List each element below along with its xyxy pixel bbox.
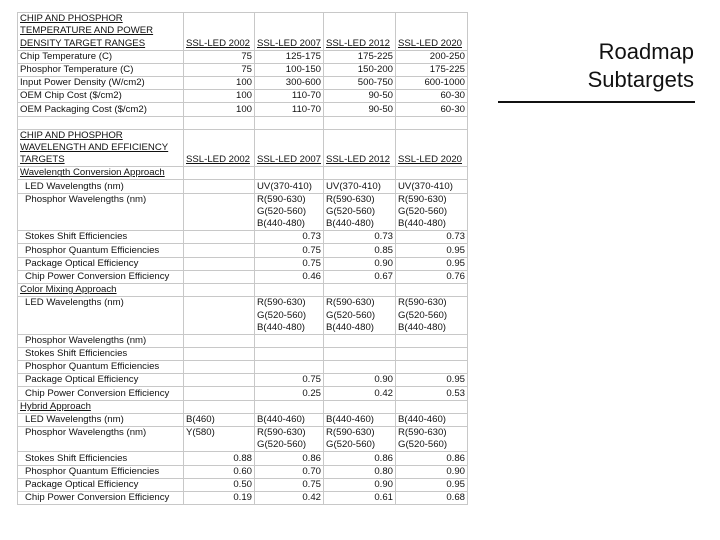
cell-ssl-led-2002: [184, 244, 255, 257]
cell-ssl-led-2007: 0.73: [255, 231, 324, 244]
cell-ssl-led-2012: [324, 13, 396, 26]
cell-ssl-led-2002: [184, 116, 255, 129]
table-row: [18, 129, 468, 142]
cell-ssl-led-2020: 600-1000: [396, 76, 468, 89]
table-row: [18, 37, 468, 50]
table-row: [18, 257, 468, 270]
cell-ssl-led-2007: 0.75: [255, 478, 324, 491]
cell-ssl-led-2020: B(440-480): [396, 218, 468, 231]
table-row: [18, 218, 468, 231]
cell-ssl-led-2012: G(520-560): [324, 309, 396, 321]
row-label: Wavelength Conversion Approach: [18, 167, 184, 180]
table-row: [18, 244, 468, 257]
cell-ssl-led-2020: G(520-560): [396, 309, 468, 321]
cell-ssl-led-2012: R(590-630): [324, 297, 396, 310]
cell-ssl-led-2012: B(440-460): [324, 413, 396, 426]
cell-ssl-led-2007: [255, 283, 324, 296]
row-label: Stokes Shift Efficiencies: [18, 231, 184, 244]
cell-ssl-led-2007: SSL-LED 2007: [255, 37, 324, 50]
cell-ssl-led-2012: B(440-480): [324, 218, 396, 231]
cell-ssl-led-2012: SSL-LED 2012: [324, 154, 396, 167]
row-label: Package Optical Efficiency: [18, 257, 184, 270]
table-row: [18, 63, 468, 76]
cell-ssl-led-2007: [255, 361, 324, 374]
row-label: Chip Temperature (C): [18, 50, 184, 63]
cell-ssl-led-2012: 0.90: [324, 374, 396, 387]
cell-ssl-led-2012: G(520-560): [324, 439, 396, 452]
row-label: LED Wavelengths (nm): [18, 413, 184, 426]
cell-ssl-led-2002: [184, 400, 255, 413]
cell-ssl-led-2012: 0.80: [324, 465, 396, 478]
table-row: [18, 427, 468, 440]
row-label: WAVELENGTH AND EFFICIENCY: [18, 142, 184, 154]
table-row: [18, 452, 468, 465]
cell-ssl-led-2007: 125-175: [255, 50, 324, 63]
cell-ssl-led-2007: 0.70: [255, 465, 324, 478]
cell-ssl-led-2002: [184, 129, 255, 142]
cell-ssl-led-2007: G(520-560): [255, 439, 324, 452]
cell-ssl-led-2002: [184, 322, 255, 335]
cell-ssl-led-2012: 90-50: [324, 103, 396, 116]
cell-ssl-led-2007: [255, 25, 324, 37]
table-row: [18, 334, 468, 347]
cell-ssl-led-2007: 0.75: [255, 244, 324, 257]
cell-ssl-led-2012: [324, 129, 396, 142]
cell-ssl-led-2002: [184, 142, 255, 154]
cell-ssl-led-2002: 0.88: [184, 452, 255, 465]
cell-ssl-led-2020: [396, 116, 468, 129]
cell-ssl-led-2007: [255, 334, 324, 347]
cell-ssl-led-2012: [324, 334, 396, 347]
cell-ssl-led-2020: SSL-LED 2020: [396, 154, 468, 167]
cell-ssl-led-2020: [396, 13, 468, 26]
cell-ssl-led-2020: 0.95: [396, 257, 468, 270]
title-underline: [498, 101, 695, 103]
cell-ssl-led-2020: R(590-630): [396, 193, 468, 206]
row-label: TEMPERATURE AND POWER: [18, 25, 184, 37]
cell-ssl-led-2002: [184, 374, 255, 387]
table-row: [18, 167, 468, 180]
cell-ssl-led-2002: [184, 387, 255, 400]
row-label: Package Optical Efficiency: [18, 374, 184, 387]
roadmap-targets-table: [17, 12, 468, 505]
cell-ssl-led-2002: [184, 297, 255, 310]
cell-ssl-led-2007: R(590-630): [255, 427, 324, 440]
row-label: Stokes Shift Efficiencies: [18, 452, 184, 465]
cell-ssl-led-2002: [184, 167, 255, 180]
cell-ssl-led-2002: [184, 206, 255, 218]
cell-ssl-led-2012: B(440-480): [324, 322, 396, 335]
cell-ssl-led-2020: [396, 283, 468, 296]
table-row: [18, 116, 468, 129]
cell-ssl-led-2002: [184, 270, 255, 283]
cell-ssl-led-2002: 0.60: [184, 465, 255, 478]
cell-ssl-led-2020: [396, 142, 468, 154]
cell-ssl-led-2012: 0.90: [324, 478, 396, 491]
cell-ssl-led-2007: 100-150: [255, 63, 324, 76]
row-label: Phosphor Quantum Efficiencies: [18, 361, 184, 374]
cell-ssl-led-2002: 100: [184, 76, 255, 89]
cell-ssl-led-2007: UV(370-410): [255, 180, 324, 193]
cell-ssl-led-2002: [184, 13, 255, 26]
cell-ssl-led-2012: 90-50: [324, 90, 396, 103]
cell-ssl-led-2002: 0.50: [184, 478, 255, 491]
cell-ssl-led-2007: [255, 142, 324, 154]
cell-ssl-led-2002: Y(580): [184, 427, 255, 440]
table-row: [18, 180, 468, 193]
cell-ssl-led-2007: 0.25: [255, 387, 324, 400]
cell-ssl-led-2007: SSL-LED 2007: [255, 154, 324, 167]
cell-ssl-led-2002: SSL-LED 2002: [184, 37, 255, 50]
cell-ssl-led-2012: [324, 283, 396, 296]
table-row: [18, 478, 468, 491]
cell-ssl-led-2007: 0.86: [255, 452, 324, 465]
cell-ssl-led-2020: UV(370-410): [396, 180, 468, 193]
cell-ssl-led-2002: [184, 347, 255, 360]
table-row: [18, 361, 468, 374]
cell-ssl-led-2012: [324, 347, 396, 360]
table-row: [18, 374, 468, 387]
row-label: Stokes Shift Efficiencies: [18, 347, 184, 360]
cell-ssl-led-2007: 0.46: [255, 270, 324, 283]
cell-ssl-led-2012: 0.42: [324, 387, 396, 400]
cell-ssl-led-2007: [255, 129, 324, 142]
slide-title: [588, 38, 694, 94]
row-label: OEM Chip Cost ($/cm2): [18, 90, 184, 103]
cell-ssl-led-2020: 0.95: [396, 374, 468, 387]
cell-ssl-led-2020: 0.68: [396, 491, 468, 504]
cell-ssl-led-2007: B(440-480): [255, 218, 324, 231]
cell-ssl-led-2012: 0.61: [324, 491, 396, 504]
cell-ssl-led-2020: [396, 347, 468, 360]
row-label: DENSITY TARGET RANGES: [18, 37, 184, 50]
cell-ssl-led-2007: G(520-560): [255, 206, 324, 218]
cell-ssl-led-2020: B(440-460): [396, 413, 468, 426]
cell-ssl-led-2020: 175-225: [396, 63, 468, 76]
table-row: [18, 270, 468, 283]
cell-ssl-led-2012: 0.90: [324, 257, 396, 270]
cell-ssl-led-2002: [184, 231, 255, 244]
table-row: [18, 283, 468, 296]
row-label: [18, 218, 184, 231]
table-row: [18, 25, 468, 37]
row-label: Chip Power Conversion Efficiency: [18, 270, 184, 283]
cell-ssl-led-2002: [184, 283, 255, 296]
table-row: [18, 193, 468, 206]
row-label: Phosphor Wavelengths (nm): [18, 427, 184, 440]
cell-ssl-led-2020: 0.95: [396, 478, 468, 491]
table-row: [18, 491, 468, 504]
cell-ssl-led-2002: 75: [184, 50, 255, 63]
row-label: [18, 116, 184, 129]
cell-ssl-led-2020: R(590-630): [396, 297, 468, 310]
row-label: Hybrid Approach: [18, 400, 184, 413]
cell-ssl-led-2007: [255, 13, 324, 26]
cell-ssl-led-2020: 0.73: [396, 231, 468, 244]
table-row: [18, 309, 468, 321]
table-row: [18, 413, 468, 426]
row-label: Phosphor Temperature (C): [18, 63, 184, 76]
cell-ssl-led-2012: 0.86: [324, 452, 396, 465]
table-row: [18, 465, 468, 478]
cell-ssl-led-2002: B(460): [184, 413, 255, 426]
cell-ssl-led-2012: [324, 116, 396, 129]
title-line-1: Roadmap: [598, 39, 694, 64]
cell-ssl-led-2012: 0.73: [324, 231, 396, 244]
row-label: Phosphor Quantum Efficiencies: [18, 244, 184, 257]
cell-ssl-led-2012: SSL-LED 2012: [324, 37, 396, 50]
cell-ssl-led-2002: [184, 439, 255, 452]
cell-ssl-led-2012: [324, 400, 396, 413]
cell-ssl-led-2002: [184, 257, 255, 270]
table-row: [18, 322, 468, 335]
cell-ssl-led-2012: [324, 361, 396, 374]
cell-ssl-led-2002: [184, 334, 255, 347]
cell-ssl-led-2007: 0.75: [255, 374, 324, 387]
table-row: [18, 387, 468, 400]
cell-ssl-led-2012: UV(370-410): [324, 180, 396, 193]
cell-ssl-led-2002: [184, 218, 255, 231]
table-row: [18, 206, 468, 218]
cell-ssl-led-2002: 100: [184, 103, 255, 116]
cell-ssl-led-2007: B(440-480): [255, 322, 324, 335]
cell-ssl-led-2012: 0.67: [324, 270, 396, 283]
row-label: Package Optical Efficiency: [18, 478, 184, 491]
cell-ssl-led-2002: [184, 361, 255, 374]
table-row: [18, 103, 468, 116]
table-body: [18, 13, 468, 505]
cell-ssl-led-2002: 100: [184, 90, 255, 103]
cell-ssl-led-2012: 175-225: [324, 50, 396, 63]
cell-ssl-led-2020: R(590-630): [396, 427, 468, 440]
table-row: [18, 400, 468, 413]
cell-ssl-led-2007: [255, 167, 324, 180]
cell-ssl-led-2020: [396, 361, 468, 374]
cell-ssl-led-2020: 0.86: [396, 452, 468, 465]
cell-ssl-led-2012: R(590-630): [324, 427, 396, 440]
cell-ssl-led-2020: [396, 167, 468, 180]
table-row: [18, 347, 468, 360]
cell-ssl-led-2012: 150-200: [324, 63, 396, 76]
row-label: CHIP AND PHOSPHOR: [18, 129, 184, 142]
table-row: [18, 13, 468, 26]
row-label: OEM Packaging Cost ($/cm2): [18, 103, 184, 116]
table-row: [18, 439, 468, 452]
cell-ssl-led-2002: [184, 193, 255, 206]
cell-ssl-led-2007: [255, 116, 324, 129]
row-label: Color Mixing Approach: [18, 283, 184, 296]
cell-ssl-led-2020: [396, 334, 468, 347]
cell-ssl-led-2007: 300-600: [255, 76, 324, 89]
cell-ssl-led-2020: 0.76: [396, 270, 468, 283]
cell-ssl-led-2012: 500-750: [324, 76, 396, 89]
cell-ssl-led-2007: 0.42: [255, 491, 324, 504]
cell-ssl-led-2012: 0.85: [324, 244, 396, 257]
table-row: [18, 142, 468, 154]
cell-ssl-led-2020: 0.95: [396, 244, 468, 257]
row-label: CHIP AND PHOSPHOR: [18, 13, 184, 26]
cell-ssl-led-2020: G(520-560): [396, 439, 468, 452]
cell-ssl-led-2012: G(520-560): [324, 206, 396, 218]
cell-ssl-led-2020: [396, 25, 468, 37]
row-label: [18, 439, 184, 452]
title-line-2: Subtargets: [587, 67, 694, 92]
cell-ssl-led-2012: [324, 142, 396, 154]
cell-ssl-led-2020: 0.90: [396, 465, 468, 478]
cell-ssl-led-2007: R(590-630): [255, 193, 324, 206]
table-row: [18, 297, 468, 310]
cell-ssl-led-2007: B(440-460): [255, 413, 324, 426]
cell-ssl-led-2002: [184, 180, 255, 193]
row-label: Chip Power Conversion Efficiency: [18, 491, 184, 504]
table-row: [18, 90, 468, 103]
cell-ssl-led-2007: G(520-560): [255, 309, 324, 321]
row-label: Phosphor Wavelengths (nm): [18, 334, 184, 347]
cell-ssl-led-2020: G(520-560): [396, 206, 468, 218]
row-label: TARGETS: [18, 154, 184, 167]
row-label: [18, 309, 184, 321]
row-label: [18, 206, 184, 218]
table-row: [18, 231, 468, 244]
row-label: Input Power Density (W/cm2): [18, 76, 184, 89]
row-label: Chip Power Conversion Efficiency: [18, 387, 184, 400]
cell-ssl-led-2002: 0.19: [184, 491, 255, 504]
cell-ssl-led-2007: [255, 400, 324, 413]
table-row: [18, 76, 468, 89]
cell-ssl-led-2007: 110-70: [255, 90, 324, 103]
cell-ssl-led-2007: 0.75: [255, 257, 324, 270]
cell-ssl-led-2012: [324, 167, 396, 180]
cell-ssl-led-2007: [255, 347, 324, 360]
cell-ssl-led-2012: [324, 25, 396, 37]
cell-ssl-led-2020: 200-250: [396, 50, 468, 63]
row-label: LED Wavelengths (nm): [18, 180, 184, 193]
row-label: LED Wavelengths (nm): [18, 297, 184, 310]
cell-ssl-led-2020: [396, 400, 468, 413]
cell-ssl-led-2020: B(440-480): [396, 322, 468, 335]
table-row: [18, 154, 468, 167]
cell-ssl-led-2012: R(590-630): [324, 193, 396, 206]
row-label: Phosphor Quantum Efficiencies: [18, 465, 184, 478]
cell-ssl-led-2007: R(590-630): [255, 297, 324, 310]
cell-ssl-led-2020: 60-30: [396, 90, 468, 103]
row-label: [18, 322, 184, 335]
table-row: [18, 50, 468, 63]
cell-ssl-led-2020: 0.53: [396, 387, 468, 400]
cell-ssl-led-2020: [396, 129, 468, 142]
cell-ssl-led-2002: [184, 25, 255, 37]
cell-ssl-led-2020: 60-30: [396, 103, 468, 116]
cell-ssl-led-2007: 110-70: [255, 103, 324, 116]
row-label: Phosphor Wavelengths (nm): [18, 193, 184, 206]
cell-ssl-led-2002: 75: [184, 63, 255, 76]
cell-ssl-led-2002: [184, 309, 255, 321]
cell-ssl-led-2002: SSL-LED 2002: [184, 154, 255, 167]
cell-ssl-led-2020: SSL-LED 2020: [396, 37, 468, 50]
